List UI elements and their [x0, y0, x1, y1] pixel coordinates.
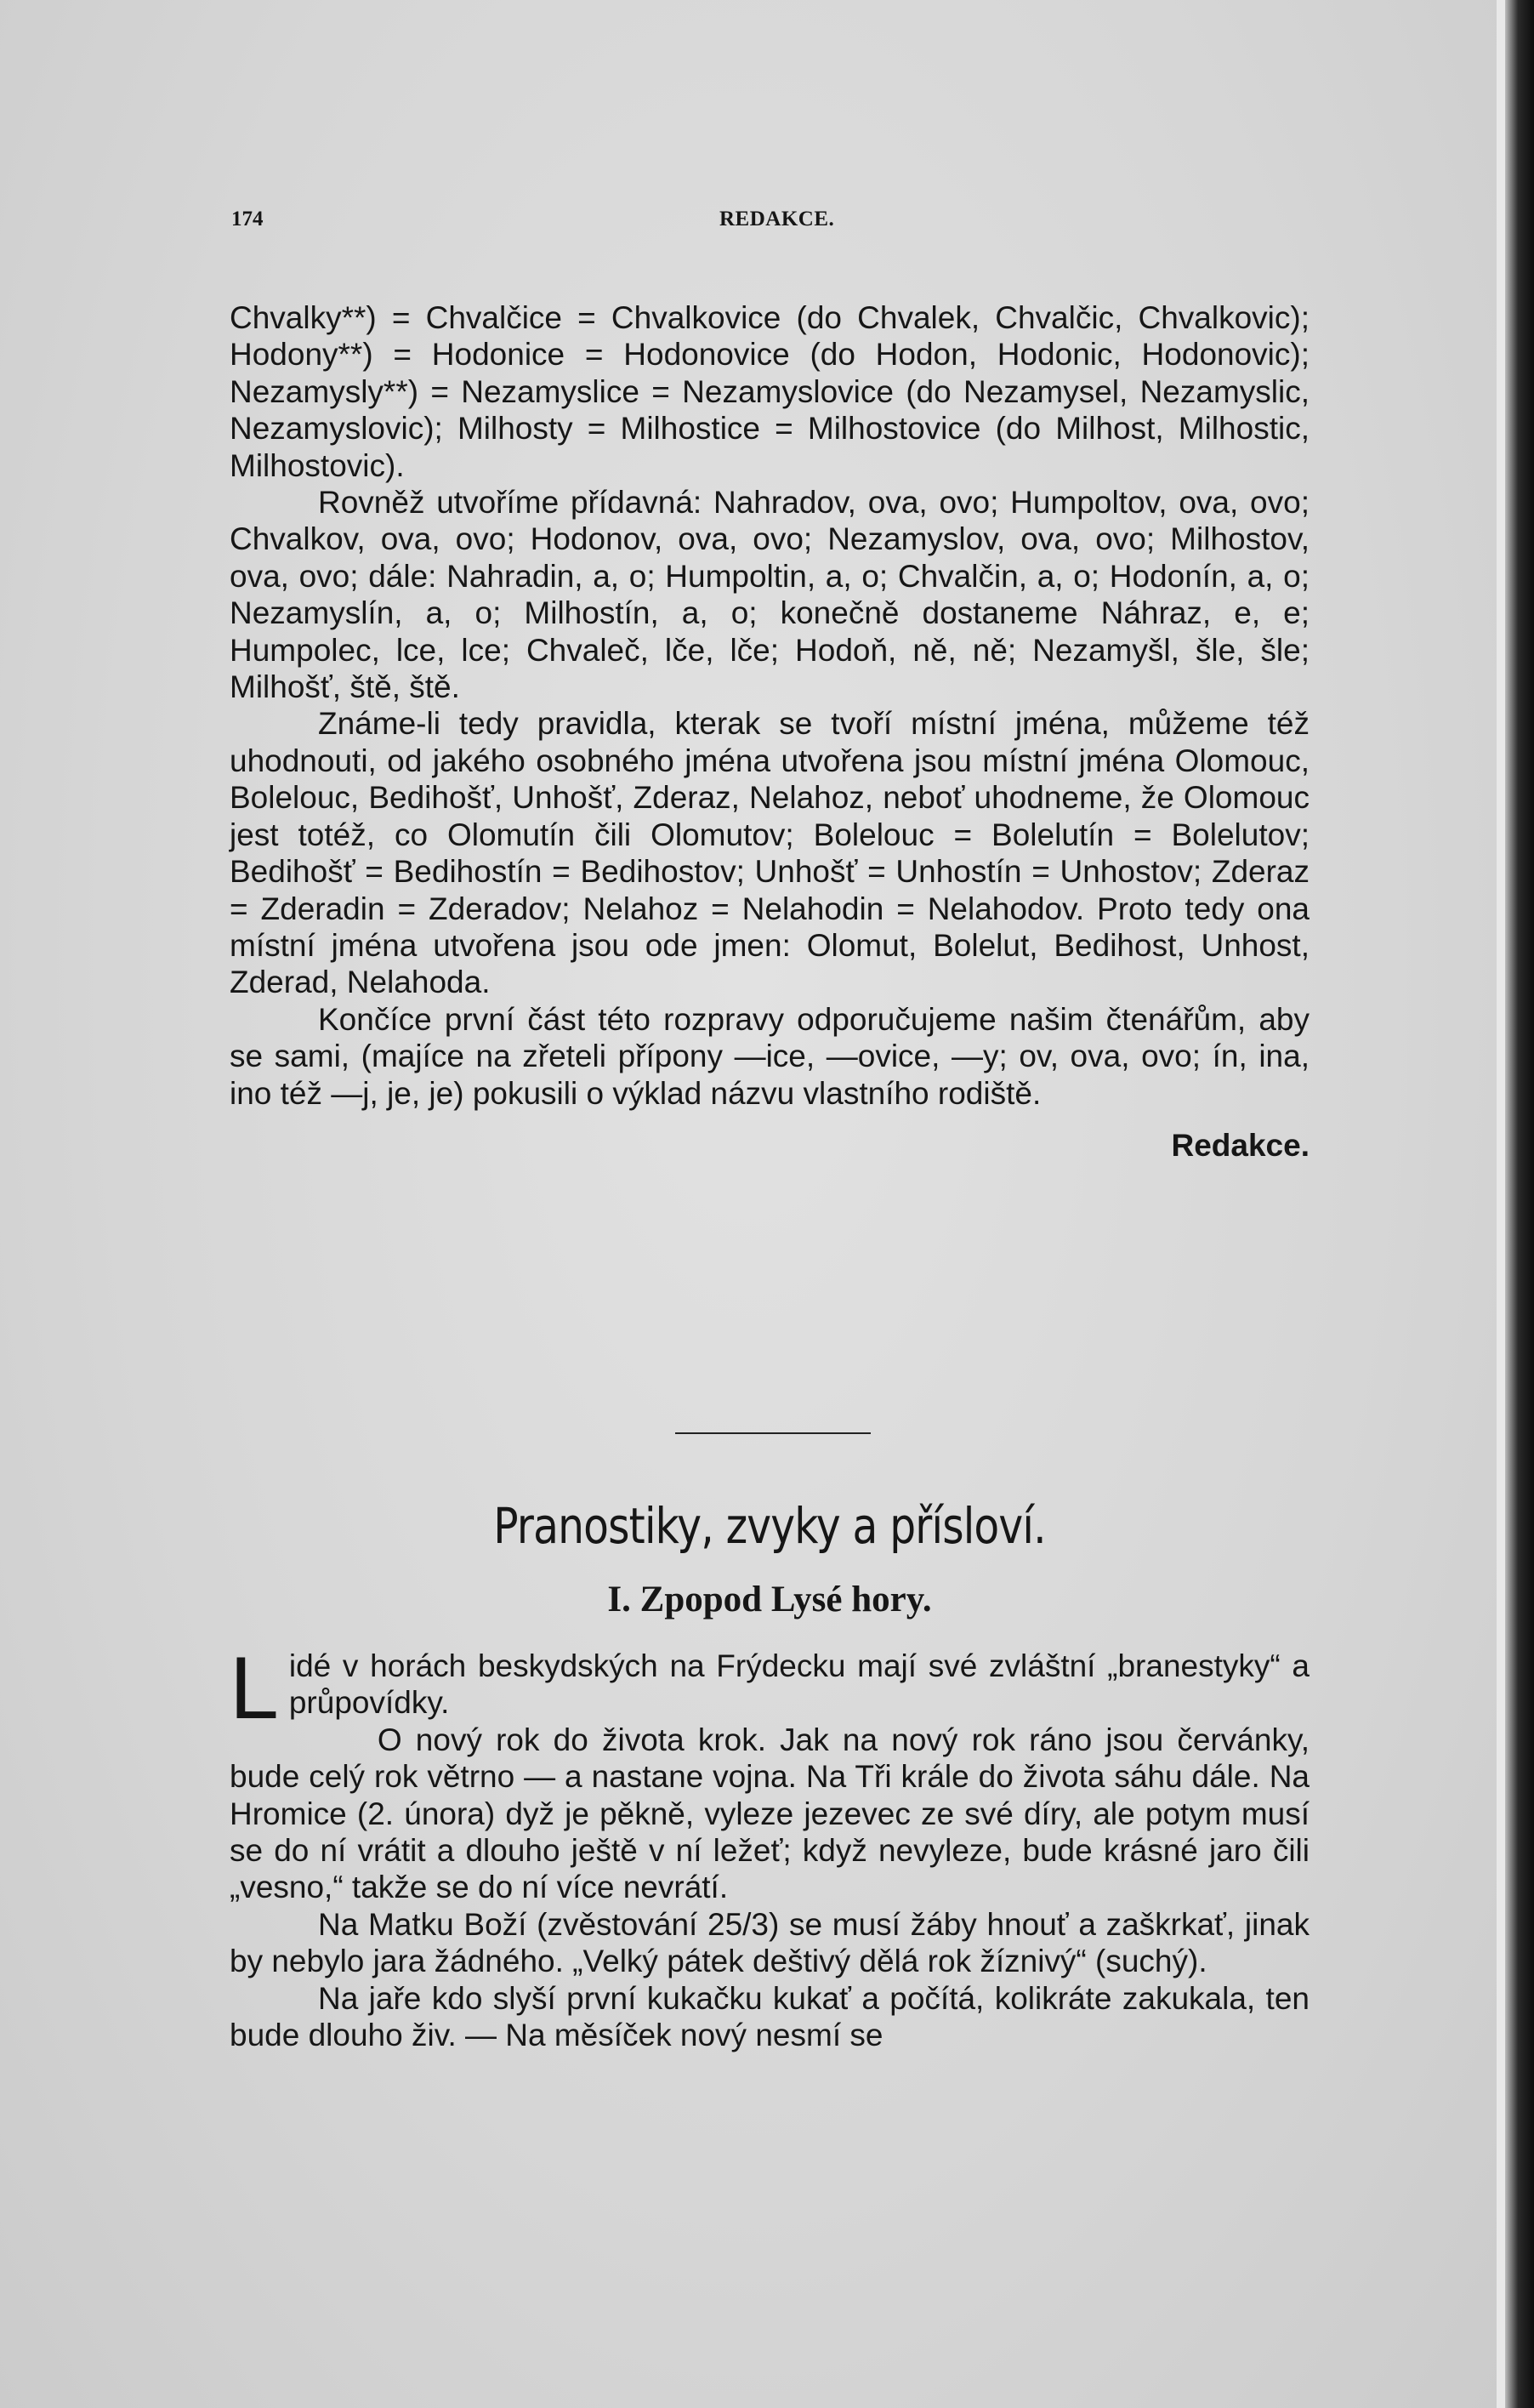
- paragraph: Rovněž utvoříme přídavná: Nahradov, ova, ovo; Humpoltov, ova, ovo; Chvalkov, ova, ovo; Hodonov, ova, ovo; Nezamyslov, ova, ovo; Milhostov, ova, ovo; dále: Nahradin, a, o; Humpoltin, a, o; Chvalčin, a, o; Hodonín, a, o; Nezamyslín, a, o; Milhostín, a, o; konečně dostaneme Náhraz, e, e; Humpolec, lce, lce; Chvaleč, lče, lče; Hodoň, ně, ně; Nezamyšl, šle, šle; Milhošť, ště, ště.: [230, 485, 1310, 705]
- page-number: 174: [231, 208, 264, 231]
- paragraph-first: [230, 1639, 1310, 1738]
- drop-cap: L: [230, 1639, 279, 1738]
- paragraph: Končíce první část této rozpravy odporučujeme našim čtenářům, aby se sami, (majíce na zřeteli přípony —ice, —ovice, —y; ov, ova, ovo; ín, ina, ino též —j, je, je) pokusili o výklad názvu vlastního rodiště.: [230, 1001, 1310, 1111]
- paragraph: Známe-li tedy pravidla, kterak se tvoří místní jména, můžeme též uhodnouti, od jakého osobného jména utvořena jsou místní jména Olomouc, Bolelouc, Bedihošť, Unhošť, Zderaz, Nelahoz, neboť uhodneme, že Olomouc jest totéž, co Olomutín čili Olomutov; Bolelouc = Bolelutín = Bolelutov; Bedihošť = Bedihostín = Bedihostov; Unhošť = Unhostín = Unhostov; Zderaz = Zderadin = Zderadov; Nelahoz = Nelahodin = Nelahodov. Proto tedy ona místní jména utvořena jsou ode jmen: Olomut, Bolelut, Bedihost, Unhost, Zderad, Nelahoda.: [230, 706, 1310, 1000]
- page-edge-highlight: [1497, 0, 1505, 2408]
- signature: Redakce.: [1171, 1127, 1310, 1163]
- running-title: REDAKCE.: [719, 208, 835, 231]
- section-subtitle: I. Zpopod Lysé hory.: [607, 1580, 932, 1620]
- section-title: Pranostiky, zvyky a přísloví.: [493, 1497, 1046, 1555]
- paragraph-first-text: idé v horách beskydských na Frýdecku mají své zvláštní „branestyky“ a průpovídky.: [288, 1648, 1310, 1721]
- article-pranostiky: [230, 1639, 1310, 2053]
- section-divider: [675, 1432, 871, 1434]
- paragraph: Na jaře kdo slyší první kukačku kukať a počítá, kolikráte zakukala, ten bude dlouho živ. — Na měsíček nový nesmí se: [230, 1980, 1310, 2053]
- page-header: [231, 208, 1303, 242]
- paragraph: O nový rok do života krok. Jak na nový rok ráno jsou červánky, bude celý rok větrno — a nastane vojna. Na Tři krále do života sáhu dále. Na Hromice (2. února) dyž je pěkně, vyleze jezevec ze své díry, ale potym musí se do ní vrátit a dlouho ještě v ní ležeť; když nevyleze, bude krásné jaro čili „vesno,“ takže se do ní více nevrátí.: [230, 1722, 1310, 1905]
- paragraph: Na Matku Boží (zvěstování 25/3) se musí žáby hnouť a zaškrkať, jinak by nebylo jara žádného. „Velký pátek deštivý dělá rok žíznivý“ (suchý).: [230, 1906, 1310, 1979]
- article-etymology: [230, 299, 1310, 1164]
- paragraph: Chvalky**) = Chvalčice = Chvalkovice (do Chvalek, Chvalčic, Chvalkovic); Hodony**) = Hodonice = Hodonovice (do Hodon, Hodonic, Hodonovic); Nezamysly**) = Nezamyslice = Nezamyslovice (do Nezamysel, Nezamyslic, Nezamyslovic); Milhosty = Milhostice = Milhostovice (do Milhost, Milhostic, Milhostovic).: [230, 300, 1310, 483]
- scan-shadow-edge: [1505, 0, 1534, 2408]
